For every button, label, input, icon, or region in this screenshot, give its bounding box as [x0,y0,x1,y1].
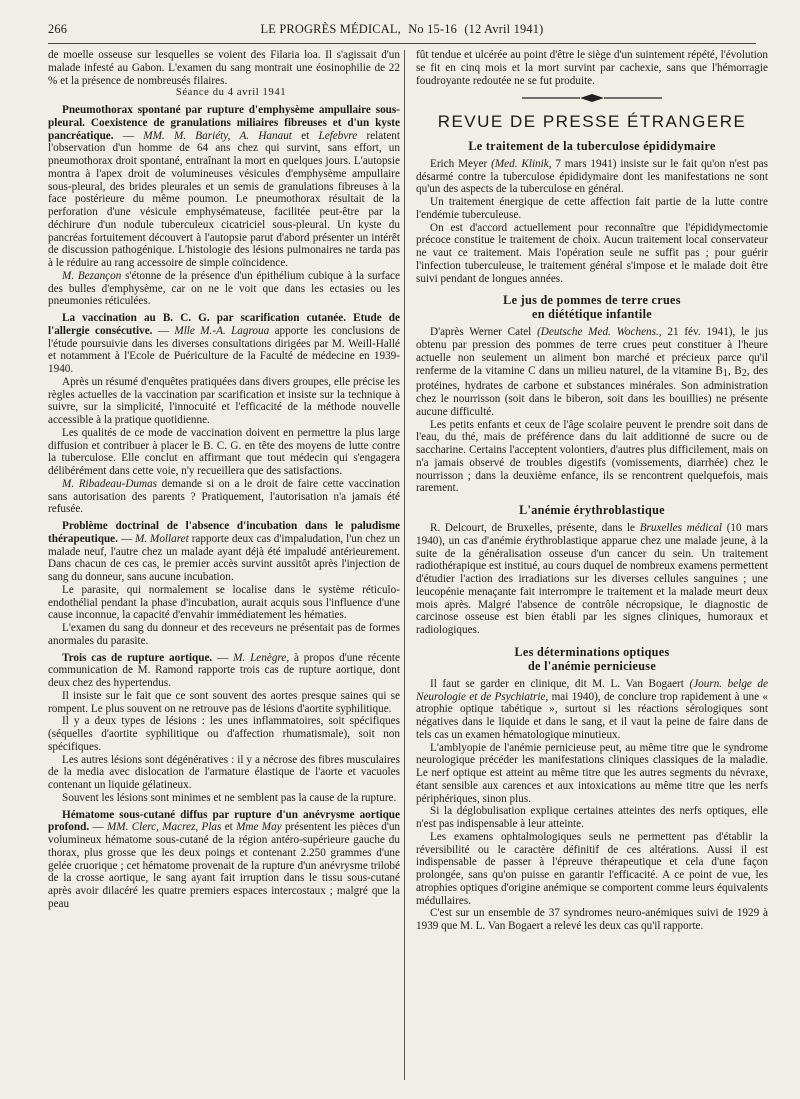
section-title: Le traitement de la tuberculose épididymaire [468,138,716,153]
paragraph-text: , des protéines, hydrates de carbone et substances minérales. Son administration chez le nourrisson (soit dans le biberon, soit dans les bouillies) ne présente aucune difficulté. [416,364,768,418]
source-date: mai 1940), [551,690,601,703]
running-header [48,22,756,48]
paragraph: Si la déglobulisation explique certaines atteintes des nerfs optiques, elle n'est pas indispensable à leur atteinte. [416,805,768,830]
article-authors: MM. M. Bariéty, A. Hanaut [143,129,292,142]
paragraph-text: insiste sur le fait qu'on n'est pas désarmé contre la tuberculose épididymaire dont les manifestations ne sont qu'un des aspects de la tuberculose en général. [416,157,768,196]
conjunction: et [224,821,233,834]
section-title-line: de l'anémie pernicieuse [527,658,657,673]
column-divider [404,50,405,1080]
article-title: Problème doctrinal de l'absence d'incubation dans le paludisme thérapeutique. [48,520,400,545]
paragraph [416,522,768,637]
paragraph-text: , B [727,364,742,377]
issue-date: (12 Avril 1941) [464,22,544,36]
section-title [416,645,768,673]
article-hematome: Hématome sous-cutané diffus par rupture d'un anévrysme aortique profond. — MM. Clerc, Macrez, Plas et Mme May présentent les pièces d'un volumineux hématome sous-cutané de la région antéro-supérieure gauche du thorax, plus grosse que les deux poings et contenant 2.250 grammes d'une gelée cruorique ; cet hématome provenait de la rupture d'un anévrysme trilobé de la crosse aortique, le sang ayant fait irruption dans le tissu sous-cutané après avoir dilacéré les quatre premiers espaces intercostaux ; malgré que la peau [48,808,401,910]
article-author: Mme May [236,821,282,834]
article-authors: MM. Clerc, Macrez, Plas [106,821,222,834]
paragraph: Il insiste sur le fait que ce sont souvent des aortes presque saines qui se rompent. Le plus souvent on ne retrouve pas de lésions d'aortite syphilitique. [48,689,400,715]
page-number: 266 [48,22,68,36]
paragraph-text: s'étonne de la présence d'un épithélium cubique à la surface des bulles d'emphysème, car on ne le voit que dans les ectasies ou les pneumonies réticulées. [48,269,400,308]
source-date: 21 fév. 1941), [667,326,736,339]
paragraph: Les petits enfants et ceux de l'âge scolaire peuvent le prendre soit dans de l'eau, du thé, mais de préférence dans du lait additionné de sucre ou de saccharine. Certains l'acceptent volontiers, d'autres plus difficilement, mais on n'a jamais observé de troubles digestifs (vomissements, diarrhée) chez le nourrisson ; dans la deuxième enfance, ils se rencontrent quelquefois, mais rarement. [416,418,768,495]
paragraph-text: demande si on a le droit de faire cette vaccination sans autorisation des parents ? Pratiquement, l'autorisation n'a jamais été refusée. [48,477,400,516]
section-title-line: Les déterminations optiques [514,644,670,659]
paragraph: Il y a deux types de lésions : les unes inflammatoires, soit spécifiques (séquelles d'aortite syphilitique ou d'affection rhumatismale), soit non spécifiques. [48,715,400,753]
lead: Il faut se garder en clinique, dit M. L. Van Bogaert [430,677,684,690]
paragraph-text: le jus obtenu par pression des pommes de terre crues peut constituer à l'heure actuelle non seulement un aliment bon marché et précieux parce qu'il renferme de la vitamine C dans un milieu naturel, de la vitamine B [416,326,769,377]
paragraph: Après un résumé d'enquêtes pratiquées dans divers groupes, elle précise les règles actuelles de la vaccination par scarification et insiste sur la technique à suivre, sur la simplicité, l'innocuité et l'efficacité de la méthode nouvelle accessible à la pratique quotidienne. [48,375,400,426]
lead: R. Delcourt, de Bruxelles, présente, dans le [430,522,636,534]
article-author: M. Lenègre, [233,651,290,664]
subscript: 1 [722,367,728,379]
paragraph: Le parasite, qui normalement se localise dans le système réticulo-endothélial pendant la phase d'incubation, aurait acquis sous l'influence d'une cause inconnue, la capacité d'envahir immédiatement les hématies. [48,583,400,622]
author: Erich Meyer [430,157,488,170]
paragraph: C'est sur un ensemble de 37 syndromes neuro-anémiques suivi de 1929 à 1939 que M. L. Van Bogaert a relevé les deux cas qu'il rapporte. [416,907,768,932]
ornament-divider [416,93,768,106]
source: (Med. Klinik, [491,157,552,170]
article-title: La vaccination au B. C. G. par scarification cutanée. Etude de l'allergie consécutive. [48,312,400,337]
article-body: relatent l'observation d'un homme de 64 ans chez qui survint, sans effort, un pneumothorax droit spontané, entraînant la mort en quelques jours. L'autopsie montra à l'apex droit de volumineuses vésicules d'emphysème ampullaire sous-pleural, des brides pleurales et un semis de granulations fibreuses à la face postérieure du même poumon. Le pneumothorax résultait de la perforation d'une vésicule emphysémateuse, facilitée peut-être par la déchirure d'un nodule tuberculeux cicatriciel sous-pleural. Un kyste du pancréas fortuitement découvert à l'autopsie parut d'abord présenter un intérêt de discussion pathogénique. L'histologie des lésions pulmonaires ne tarda pas à le réduire au rang accessoire de simple coïncidence. [48,129,401,269]
article-title: Trois cas de rupture aortique. [62,651,213,664]
article-body: apporte les conclusions de l'étude poursuivie dans les diverses consultations dirigées par M. Weill-Hallé et notamment à l'Ecole de Puériculture de la Faculté de médecine en 1939-1940. [48,324,400,375]
article-author: M. Mollaret [134,532,189,545]
paragraph: Les autres lésions sont dégénératives : il y a nécrose des fibres musculaires de la media avec dislocation de l'armature élastique de l'aorte et vacuoles contenant un liquide gélatineux. [48,753,400,791]
paragraph-text: de conclure trop rapidement à une « atrophie optique tabétique », surtout si les réactions sérologiques sont négatives dans le liquide et dans le sang, et il vaut la peine de faire dans de tels cas un examen hématologique minutieux. [416,690,768,741]
source-date: (10 mars 1940), [416,522,769,547]
paragraph [416,158,768,196]
source: (Deutsche Med. Wochens., [537,326,662,339]
article-pneumothorax: Pneumothorax spontané par rupture d'emphysème ampullaire sous-pleural. Coexistence de granulations miliaires fibreuses et d'un kyste pancréatique. — MM. M. Bariéty, A. Hanaut et Lefebvre relatent l'observation d'un homme de 64 ans chez qui survint, sans effort, un pneumothorax droit spontané, entraînant la mort en quelques jours. L'autopsie montra à l'apex droit de volumineuses vésicules d'emphysème ampullaire sous-pleural, des brides pleurales et un semis de granulations fibreuses à la face postérieure du même poumon. Le pneumothorax résultait de la perforation d'une vésicule emphysémateuse, facilitée peut-être par la déchirure d'un nodule tuberculeux cicatriciel sous-pleural. Un kyste du pancréas fortuitement découvert à l'autopsie parut d'abord présenter un intérêt de discussion pathogénique. L'histologie des lésions pulmonaires ne tarda pas à le réduire au rang accessoire de simple coïncidence. [48,104,401,269]
article-paludisme: Problème doctrinal de l'absence d'incubation dans le paludisme thérapeutique. — M. Mollaret rapporte deux cas d'impaludation, l'un chez un malade neuf, l'autre chez un malade ayant déjà été impaludé antérieurement. Dans chacun de ces cas, le premier accès survint aussitôt après l'injection de sang du donneur, sans aucune incubation. [48,520,400,583]
article-body: rapporte deux cas d'impaludation, l'un chez un malade neuf, l'autre chez un malade ayant déjà été impaludé antérieurement. Dans chacun de ces cas, le premier accès survint aussitôt après l'injection de sang du donneur, sans aucune incubation. [48,532,400,583]
paragraph [416,678,768,742]
conjunction: et [301,129,310,142]
discussant: M. Ribadeau-Dumas [62,477,158,490]
section-title [416,293,768,321]
paragraph-text: un cas d'anémie érythroblastique apparue chez une malade jeune, à la suite de la généralisation osseuse d'un cancer du sein. Un traitement radiothérapique est institué, au cours duquel de nombreux examens permettent d'étudier l'action des irradiations sur les diverses cellules sanguines ; une leucopénie menaçante fait interrompre le traitement et la malade meurt deux mois après. Malgré l'absence de contrôle nécropsique, le diagnostic de carcinose osseuse est bien établi par les signes cliniques, humoraux et radiologiques. [416,534,769,636]
header-rule [48,43,756,44]
paragraph: Les qualités de ce mode de vaccination doivent en permettre la plus large diffusion et contribuer à placer le B. C. G. en tête des moyens de lutte contre la tuberculose. Elle conclut en affirmant que tout médecin qui s'engagera délibérément dans cette voie, n'y recueillera que des satisfactions. [48,426,400,477]
right-intro: fût tendue et ulcérée au point d'être le siège d'un suintement répété, l'évolution se fit en cinq mois et la mort survint par cachexie, sans que l'hémorragie foudroyante redoutée ne se fut produite. [416,49,768,87]
article-body: à propos d'une récente communication de M. Ramond rapporte trois cas de rupture aortique, dont deux chez des hypertendus. [48,651,400,689]
right-column [416,49,768,933]
journal-title [48,22,756,37]
left-intro: de moelle osseuse sur lesquelles se voient des Filaria loa. Il s'agissait d'un malade infesté au Gabon. L'examen du sang montrait une éosinophilie de 22 % et la présence de nombreusés filaires. [48,49,400,87]
paragraph [48,270,400,308]
discussant: M. Bezançon [62,269,122,282]
subscript: 2 [741,367,747,379]
journal-name: LE PROGRÈS MÉDICAL, [260,22,401,36]
article-author: Mlle M.-A. Lagroua [174,324,270,337]
source-date: 7 mars 1941) [555,157,617,170]
paragraph: On est d'accord actuellement pour reconnaître que l'épididymectomie précoce constitue le traitement de choix. Aucun traitement local conservateur ne vaut ce traitement. Mais l'opération seule ne suffit pas ; pour guérir l'infection tuberculeuse, le traitement général s'impose et le malade doit être suivi pendant de longues années. [416,221,768,285]
section-title-line: en diététique infantile [532,307,652,322]
paragraph [48,478,400,516]
article-rupture-aortique: Trois cas de rupture aortique. — M. Lenègre, à propos d'une récente communication de M. Ramond rapporte trois cas de rupture aortique, dont deux chez des hypertendus. [48,651,400,689]
session-date: Séance du 4 avril 1941 [175,87,287,99]
paragraph [416,326,768,418]
ornament-divider-icon [522,93,662,103]
left-column [48,49,400,911]
section-title: L'anémie érythroblastique [519,503,665,517]
source: (Journ. belge de Neurologie et de Psychiatrie, [416,677,768,703]
article-body: présentent les pièces d'un volumineux hématome sous-cutané de la région antéro-supérieure gauche du thorax, plus grosse que les deux poings et contenant 2.250 grammes d'une gelée cruorique ; cet hématome provenait de la rupture d'un anévrysme trilobé de la crosse aortique, le sang ayant fait irruption dans le tissu sous-cutané après avoir dilacéré les quatre premiers espaces intercostaux ; malgré que la peau [48,821,401,910]
article-bcg: La vaccination au B. C. G. par scarification cutanée. Etude de l'allergie consécutive. — Mlle M.-A. Lagroua apporte les conclusions de l'étude poursuivie dans les diverses consultations dirigées par M. Weill-Hallé et notamment à l'Ecole de Puériculture de la Faculté de médecine en 1939-1940. [48,312,400,375]
paragraph: Les examens ophtalmologiques seuls ne permettent pas d'établir la réversibilité ou le caractère définitif de ces altérations. Aussi il est indispensable de passer à l'épreuve thérapeutique et cela d'une façon prolongée, sans qu'on puisse en garantir l'efficacité. A ce point de vue, les atrophies optiques d'origine anémique se comportent comme leurs équivalents médullaires. [416,830,768,907]
article-author: Lefebvre [318,129,358,142]
paragraph: Un traitement énergique de cette affection fait partie de la lutte contre l'endémie tuberculeuse. [416,196,768,221]
section-title-line: Le jus de pommes de terre crues [503,293,681,308]
issue-number: No 15-16 [408,22,458,36]
paragraph: L'examen du sang du donneur et des receveurs ne présentait pas de formes anormales du parasite. [48,622,400,647]
paragraph: L'amblyopie de l'anémie pernicieuse peut, au même titre que le syndrome neurologique précéder les manifestations cliniques classiques de la maladie. Le nerf optique est atteint au même titre que les autres segments du névraxe, étant sensible aux carences et aux intoxications au même titre que les nerfs périphériques, sinon plus. [416,741,768,805]
article-title: Hématome sous-cutané diffus par rupture d'un anévrysme aortique profond. [48,808,400,834]
section-heading: REVUE DE PRESSE ÉTRANGERE [437,112,747,131]
source: Bruxelles médical [639,522,723,534]
lead: D'après Werner Catel [430,326,532,339]
paragraph: Souvent les lésions sont minimes et ne semblent pas la cause de la rupture. [62,791,397,804]
article-title: Pneumothorax spontané par rupture d'emphysème ampullaire sous-pleural. Coexistence de granulations miliaires fibreuses et d'un kyste pancréatique. [48,104,400,142]
